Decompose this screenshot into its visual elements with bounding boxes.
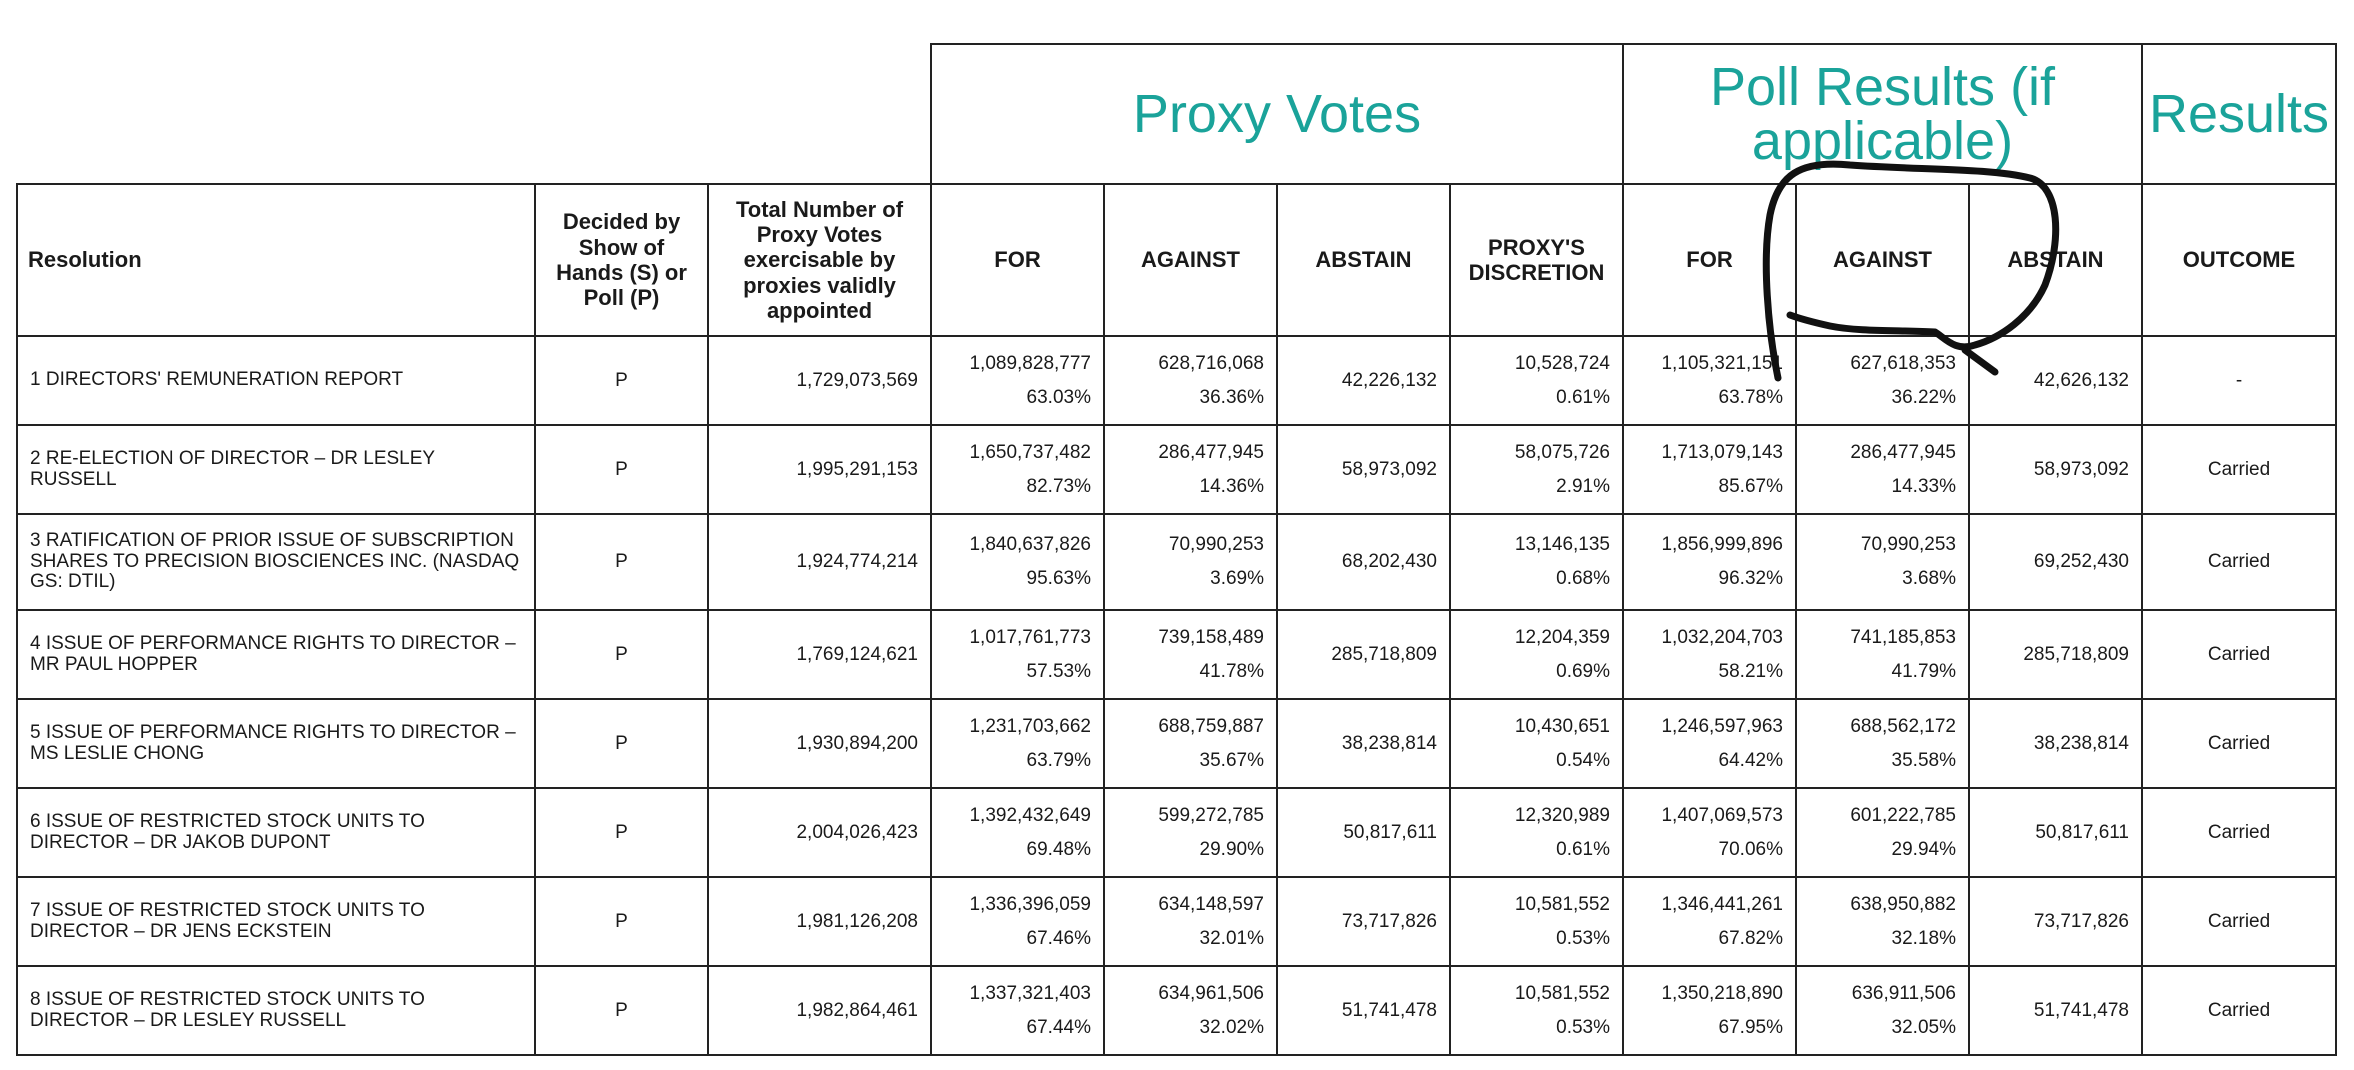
vote-percent: 67.82% xyxy=(1718,927,1783,949)
column-header-row xyxy=(17,184,2336,336)
cell-total: 1,930,894,200 xyxy=(708,699,931,788)
vote-percent: 57.53% xyxy=(1026,660,1091,682)
vote-percent: 67.95% xyxy=(1718,1016,1783,1038)
vote-percent: 2.91% xyxy=(1556,475,1610,497)
cell-proxy-for xyxy=(931,336,1104,425)
vote-percent: 69.48% xyxy=(1026,838,1091,860)
vote-percent: 14.36% xyxy=(1199,475,1264,497)
vote-count: 70,990,253 xyxy=(1860,534,1956,555)
vote-count: 12,320,989 xyxy=(1514,804,1610,826)
col-outcome: OUTCOME xyxy=(2142,184,2336,336)
vote-percent: 35.58% xyxy=(1891,749,1956,771)
vote-percent: 64.42% xyxy=(1718,749,1783,771)
cell-proxy-for xyxy=(931,966,1104,1055)
vote-count: 638,950,882 xyxy=(1850,893,1956,915)
col-proxy-abstain: ABSTAIN xyxy=(1277,184,1450,336)
cell-decided: P xyxy=(535,336,708,425)
cell-proxy-discretion xyxy=(1450,514,1623,610)
cell-total: 1,995,291,153 xyxy=(708,425,931,514)
table-row xyxy=(17,877,2336,966)
cell-proxy-abstain: 38,238,814 xyxy=(1277,699,1450,788)
cell-outcome: Carried xyxy=(2142,877,2336,966)
vote-count: 70,990,253 xyxy=(1168,534,1264,555)
cell-poll-abstain: 73,717,826 xyxy=(1969,877,2142,966)
vote-percent: 32.18% xyxy=(1891,927,1956,949)
col-total-proxy-votes: Total Number of Proxy Votes exercisable by proxies validly appointed xyxy=(708,184,931,336)
cell-proxy-for xyxy=(931,877,1104,966)
vote-percent: 41.78% xyxy=(1199,660,1264,682)
cell-proxy-abstain: 50,817,611 xyxy=(1277,788,1450,877)
cell-resolution: 5 ISSUE OF PERFORMANCE RIGHTS TO DIRECTOR – MS LESLIE CHONG xyxy=(17,699,535,788)
cell-poll-against xyxy=(1796,877,1969,966)
vote-count: 13,146,135 xyxy=(1514,534,1610,555)
vote-count: 627,618,353 xyxy=(1850,352,1956,374)
vote-percent: 63.03% xyxy=(1026,386,1091,408)
cell-total: 1,769,124,621 xyxy=(708,610,931,699)
vote-percent: 70.06% xyxy=(1718,838,1783,860)
cell-proxy-discretion xyxy=(1450,788,1623,877)
cell-proxy-against xyxy=(1104,514,1277,610)
vote-percent: 0.61% xyxy=(1556,838,1610,860)
cell-outcome: Carried xyxy=(2142,610,2336,699)
cell-outcome: - xyxy=(2142,336,2336,425)
voting-results-table xyxy=(16,43,2337,1056)
cell-proxy-against xyxy=(1104,877,1277,966)
cell-decided: P xyxy=(535,788,708,877)
table-row xyxy=(17,425,2336,514)
cell-outcome: Carried xyxy=(2142,514,2336,610)
cell-total: 1,981,126,208 xyxy=(708,877,931,966)
cell-poll-against xyxy=(1796,699,1969,788)
vote-percent: 58.21% xyxy=(1718,660,1783,682)
cell-poll-against xyxy=(1796,966,1969,1055)
table-row xyxy=(17,514,2336,610)
cell-total: 1,924,774,214 xyxy=(708,514,931,610)
vote-count: 741,185,853 xyxy=(1850,626,1956,648)
cell-poll-against xyxy=(1796,514,1969,610)
cell-resolution: 2 RE-ELECTION OF DIRECTOR – DR LESLEY RUSSELL xyxy=(17,425,535,514)
cell-decided: P xyxy=(535,610,708,699)
vote-count: 1,350,218,890 xyxy=(1661,982,1783,1004)
vote-percent: 36.36% xyxy=(1199,386,1264,408)
cell-proxy-discretion xyxy=(1450,425,1623,514)
cell-proxy-for xyxy=(931,610,1104,699)
vote-count: 1,017,761,773 xyxy=(969,626,1091,648)
cell-proxy-discretion xyxy=(1450,877,1623,966)
vote-percent: 96.32% xyxy=(1718,568,1783,589)
col-poll-for: FOR xyxy=(1623,184,1796,336)
cell-poll-for xyxy=(1623,877,1796,966)
vote-percent: 95.63% xyxy=(1026,568,1091,589)
vote-percent: 36.22% xyxy=(1891,386,1956,408)
table-body xyxy=(17,336,2336,1055)
vote-percent: 32.05% xyxy=(1891,1016,1956,1038)
vote-count: 1,105,321,151 xyxy=(1661,352,1783,374)
vote-percent: 3.69% xyxy=(1210,568,1264,589)
col-poll-abstain: ABSTAIN xyxy=(1969,184,2142,336)
cell-proxy-abstain: 73,717,826 xyxy=(1277,877,1450,966)
cell-poll-abstain: 42,626,132 xyxy=(1969,336,2142,425)
cell-poll-for xyxy=(1623,699,1796,788)
vote-percent: 3.68% xyxy=(1902,568,1956,589)
vote-count: 1,032,204,703 xyxy=(1661,626,1783,648)
vote-count: 1,407,069,573 xyxy=(1661,804,1783,826)
cell-poll-for xyxy=(1623,514,1796,610)
cell-total: 2,004,026,423 xyxy=(708,788,931,877)
vote-percent: 0.53% xyxy=(1556,927,1610,949)
cell-poll-for xyxy=(1623,336,1796,425)
vote-count: 1,840,637,826 xyxy=(969,534,1091,555)
cell-resolution: 4 ISSUE OF PERFORMANCE RIGHTS TO DIRECTOR – MR PAUL HOPPER xyxy=(17,610,535,699)
vote-count: 1,713,079,143 xyxy=(1661,441,1783,463)
cell-poll-abstain: 38,238,814 xyxy=(1969,699,2142,788)
vote-percent: 32.01% xyxy=(1199,927,1264,949)
vote-percent: 0.68% xyxy=(1556,568,1610,589)
vote-count: 10,581,552 xyxy=(1514,893,1610,915)
vote-count: 634,961,506 xyxy=(1158,982,1264,1004)
vote-percent: 67.44% xyxy=(1026,1016,1091,1038)
cell-decided: P xyxy=(535,699,708,788)
vote-count: 1,231,703,662 xyxy=(969,715,1091,737)
cell-total: 1,729,073,569 xyxy=(708,336,931,425)
cell-resolution: 3 RATIFICATION OF PRIOR ISSUE OF SUBSCRIPTION SHARES TO PRECISION BIOSCIENCES INC. (NASDAQ GS: DTIL) xyxy=(17,514,535,610)
cell-poll-abstain: 51,741,478 xyxy=(1969,966,2142,1055)
col-proxy-against: AGAINST xyxy=(1104,184,1277,336)
vote-count: 636,911,506 xyxy=(1851,982,1956,1004)
cell-decided: P xyxy=(535,425,708,514)
cell-proxy-abstain: 285,718,809 xyxy=(1277,610,1450,699)
cell-decided: P xyxy=(535,877,708,966)
cell-poll-against xyxy=(1796,425,1969,514)
cell-outcome: Carried xyxy=(2142,425,2336,514)
vote-percent: 41.79% xyxy=(1891,660,1956,682)
vote-percent: 63.78% xyxy=(1718,386,1783,408)
vote-count: 688,562,172 xyxy=(1850,715,1956,737)
vote-percent: 67.46% xyxy=(1026,927,1091,949)
table-row xyxy=(17,966,2336,1055)
vote-percent: 29.90% xyxy=(1199,838,1264,860)
cell-proxy-discretion xyxy=(1450,699,1623,788)
cell-proxy-discretion xyxy=(1450,336,1623,425)
vote-count: 286,477,945 xyxy=(1850,441,1956,463)
cell-proxy-for xyxy=(931,699,1104,788)
cell-poll-abstain: 285,718,809 xyxy=(1969,610,2142,699)
poll-results-header: Poll Results (if applicable) xyxy=(1623,44,2142,184)
cell-resolution: 1 DIRECTORS' REMUNERATION REPORT xyxy=(17,336,535,425)
vote-count: 1,089,828,777 xyxy=(969,352,1091,374)
cell-poll-for xyxy=(1623,610,1796,699)
cell-proxy-against xyxy=(1104,699,1277,788)
vote-count: 10,430,651 xyxy=(1514,715,1610,737)
vote-count: 1,346,441,261 xyxy=(1661,893,1783,915)
cell-proxy-against xyxy=(1104,610,1277,699)
vote-percent: 32.02% xyxy=(1199,1016,1264,1038)
cell-proxy-discretion xyxy=(1450,966,1623,1055)
vote-count: 286,477,945 xyxy=(1158,441,1264,463)
cell-decided: P xyxy=(535,966,708,1055)
cell-proxy-abstain: 58,973,092 xyxy=(1277,425,1450,514)
cell-proxy-abstain: 42,226,132 xyxy=(1277,336,1450,425)
cell-poll-for xyxy=(1623,966,1796,1055)
cell-proxy-abstain: 68,202,430 xyxy=(1277,514,1450,610)
vote-count: 1,337,321,403 xyxy=(969,982,1091,1004)
vote-percent: 29.94% xyxy=(1891,838,1956,860)
cell-proxy-against xyxy=(1104,336,1277,425)
vote-count: 1,856,999,896 xyxy=(1661,534,1783,555)
vote-percent: 35.67% xyxy=(1199,749,1264,771)
vote-percent: 63.79% xyxy=(1026,749,1091,771)
vote-count: 1,650,737,482 xyxy=(969,441,1091,463)
vote-percent: 82.73% xyxy=(1026,475,1091,497)
vote-count: 599,272,785 xyxy=(1158,804,1264,826)
vote-count: 739,158,489 xyxy=(1158,626,1264,648)
col-proxy-discretion: PROXY'S DISCRETION xyxy=(1450,184,1623,336)
cell-poll-abstain: 58,973,092 xyxy=(1969,425,2142,514)
cell-resolution: 7 ISSUE OF RESTRICTED STOCK UNITS TO DIRECTOR – DR JENS ECKSTEIN xyxy=(17,877,535,966)
vote-percent: 0.69% xyxy=(1556,660,1610,682)
proxy-votes-header: Proxy Votes xyxy=(931,44,1623,184)
vote-count: 1,246,597,963 xyxy=(1661,715,1783,737)
cell-outcome: Carried xyxy=(2142,966,2336,1055)
vote-count: 10,581,552 xyxy=(1514,982,1610,1004)
vote-count: 688,759,887 xyxy=(1158,715,1264,737)
cell-poll-abstain: 69,252,430 xyxy=(1969,514,2142,610)
cell-poll-against xyxy=(1796,336,1969,425)
cell-poll-abstain: 50,817,611 xyxy=(1969,788,2142,877)
blank-header-cell xyxy=(17,44,931,184)
group-header-row xyxy=(17,44,2336,184)
vote-percent: 0.54% xyxy=(1556,749,1610,771)
col-proxy-for: FOR xyxy=(931,184,1104,336)
cell-proxy-for xyxy=(931,425,1104,514)
vote-count: 12,204,359 xyxy=(1514,626,1610,648)
vote-count: 58,075,726 xyxy=(1514,441,1610,463)
cell-proxy-against xyxy=(1104,788,1277,877)
vote-percent: 85.67% xyxy=(1718,475,1783,497)
vote-count: 601,222,785 xyxy=(1850,804,1956,826)
table-row xyxy=(17,699,2336,788)
cell-decided: P xyxy=(535,514,708,610)
vote-percent: 0.61% xyxy=(1556,386,1610,408)
vote-count: 628,716,068 xyxy=(1158,352,1264,374)
cell-outcome: Carried xyxy=(2142,699,2336,788)
cell-proxy-against xyxy=(1104,425,1277,514)
table-row xyxy=(17,336,2336,425)
cell-poll-against xyxy=(1796,610,1969,699)
cell-proxy-for xyxy=(931,514,1104,610)
cell-poll-for xyxy=(1623,788,1796,877)
col-poll-against: AGAINST xyxy=(1796,184,1969,336)
vote-count: 1,392,432,649 xyxy=(969,804,1091,826)
cell-resolution: 8 ISSUE OF RESTRICTED STOCK UNITS TO DIRECTOR – DR LESLEY RUSSELL xyxy=(17,966,535,1055)
cell-poll-against xyxy=(1796,788,1969,877)
col-decided: Decided by Show of Hands (S) or Poll (P) xyxy=(535,184,708,336)
cell-proxy-against xyxy=(1104,966,1277,1055)
vote-percent: 14.33% xyxy=(1891,475,1956,497)
vote-count: 634,148,597 xyxy=(1158,893,1264,915)
cell-proxy-for xyxy=(931,788,1104,877)
table-row xyxy=(17,788,2336,877)
vote-count: 1,336,396,059 xyxy=(969,893,1091,915)
table-row xyxy=(17,610,2336,699)
vote-percent: 0.53% xyxy=(1556,1016,1610,1038)
results-header: Results xyxy=(2142,44,2336,184)
cell-poll-for xyxy=(1623,425,1796,514)
vote-count: 10,528,724 xyxy=(1514,352,1610,374)
cell-outcome: Carried xyxy=(2142,788,2336,877)
cell-total: 1,982,864,461 xyxy=(708,966,931,1055)
cell-proxy-discretion xyxy=(1450,610,1623,699)
cell-proxy-abstain: 51,741,478 xyxy=(1277,966,1450,1055)
cell-resolution: 6 ISSUE OF RESTRICTED STOCK UNITS TO DIRECTOR – DR JAKOB DUPONT xyxy=(17,788,535,877)
col-resolution: Resolution xyxy=(17,184,535,336)
